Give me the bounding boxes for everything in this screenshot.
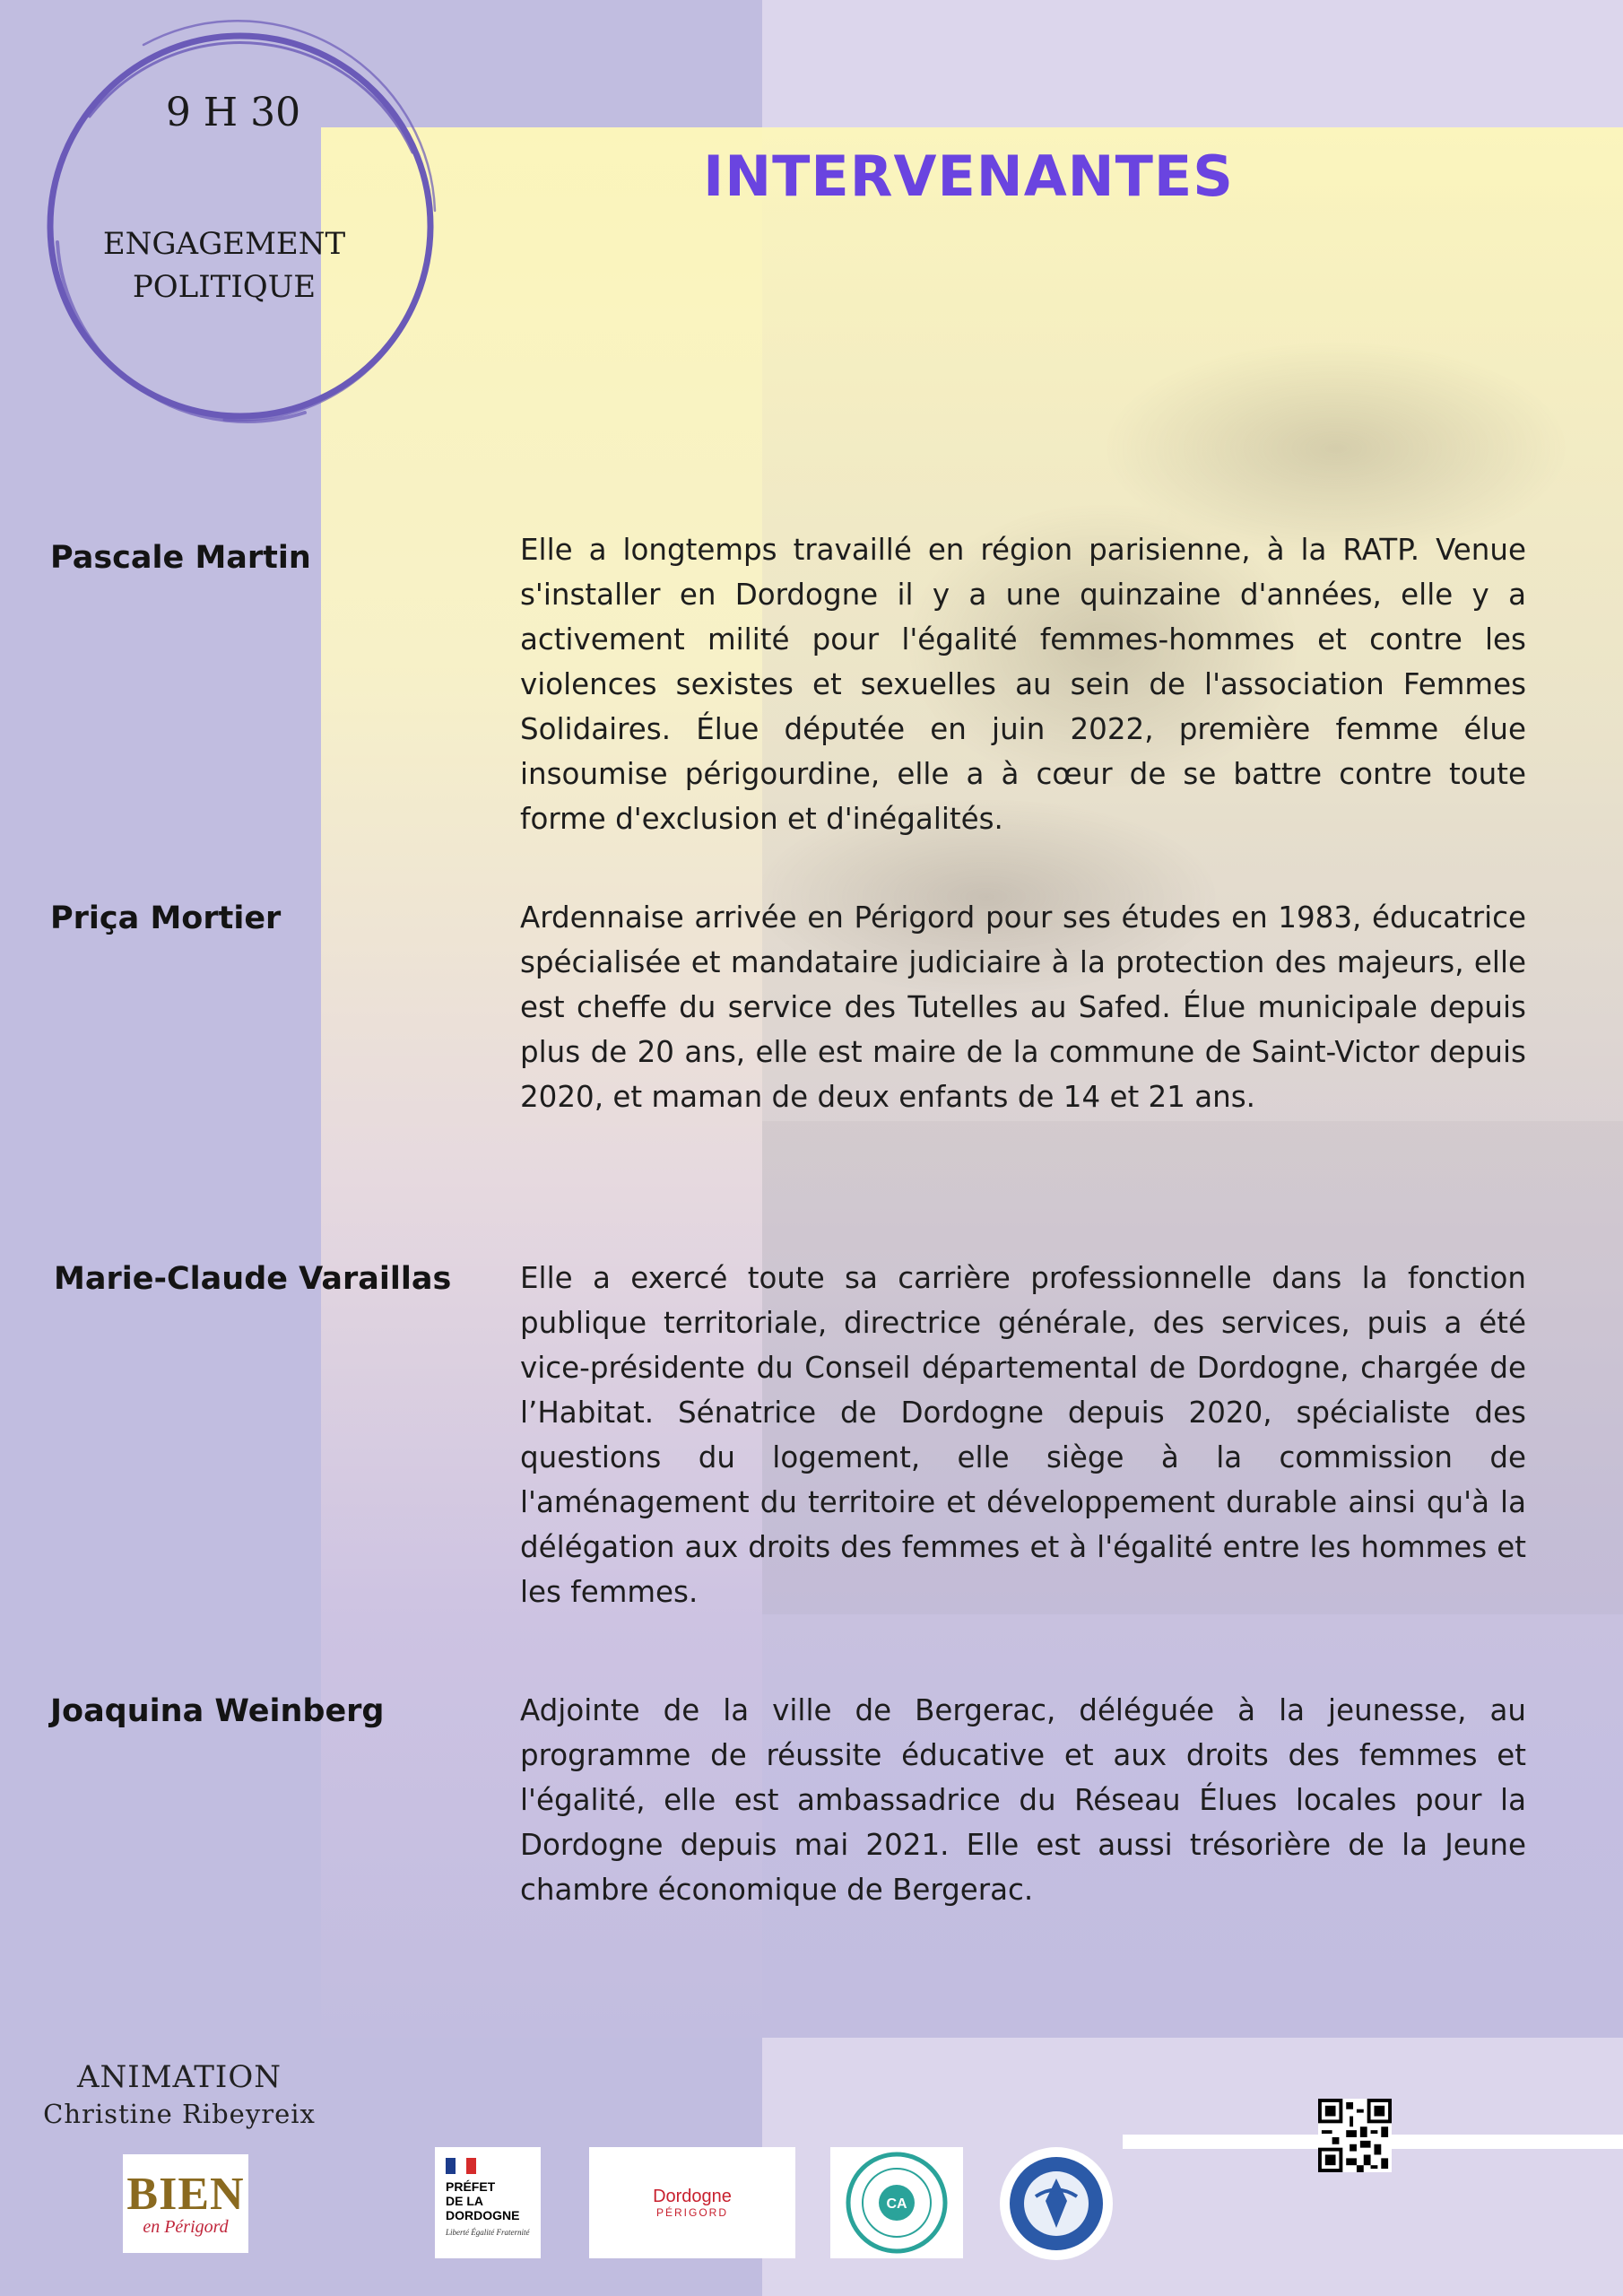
soroptimist-seal-icon bbox=[1000, 2147, 1113, 2260]
session-badge bbox=[36, 18, 457, 430]
speaker-bio: Adjointe de la ville de Bergerac, déléguée à la jeunesse, au programme de réussite éducative et aux droits des femmes et l'égalité, elle est ambassadrice du Réseau Élues locales pour la Dordogne depuis mai 2021. Elle est aussi trésorière de la Jeune chambre économique de Bergerac. bbox=[520, 1693, 1526, 1907]
soroptimist-international-logo bbox=[1000, 2147, 1113, 2260]
qr-code-icon[interactable] bbox=[1318, 2099, 1392, 2172]
session-title: ENGAGEMENT POLITIQUE bbox=[102, 226, 346, 305]
speaker-bio: Ardennaise arrivée en Périgord pour ses études en 1983, éducatrice spécialisée et mandataire judiciaire à la protection des majeurs, elle est cheffe du service des Tutelles au Safed. Élue municipale depuis plus de 20 ans, elle est maire de la commune de Saint-Victor depuis 2020, et maman de deux enfants de 14 et 21 ans. bbox=[520, 900, 1526, 1114]
credit-agricole-logo bbox=[830, 2147, 963, 2258]
speaker-name: Priça Mortier bbox=[50, 900, 282, 936]
bien-en-perigord-logo: BIEN en Périgord bbox=[123, 2154, 248, 2253]
speaker-name: Pascale Martin bbox=[50, 540, 311, 576]
speaker-bio: Elle a exercé toute sa carrière professionnelle dans la fonction publique territoriale, directrice générale, des services, puis a été vice-présidente du Conseil départemental de Dordogne, chargée de l’Habitat. Sénatrice de Dordogne depuis 2020, spécialiste des questions du logement, elle siège à la commission de l'aménagement du territoire et développement durable ainsi qu'à la délégation aux droits des femmes et à l'égalité entre les hommes et les femmes. bbox=[520, 1261, 1526, 1609]
bank-seal-icon bbox=[843, 2149, 950, 2257]
dordogne-perigord-logo: Dordogne PÉRIGORD bbox=[589, 2147, 795, 2258]
animation-name: Christine Ribeyreix bbox=[43, 2099, 316, 2129]
speaker-name: Marie-Claude Varaillas bbox=[54, 1261, 452, 1297]
speaker-name: Joaquina Weinberg bbox=[50, 1693, 385, 1729]
page-title: INTERVENANTES bbox=[703, 144, 1234, 209]
french-flag-icon bbox=[446, 2158, 476, 2174]
animation-label: ANIMATION bbox=[77, 2059, 282, 2095]
speaker-bio: Elle a longtemps travaillé en région parisienne, à la RATP. Venue s'installer en Dordogne il y a une quinzaine d'années, elle y a activement milité pour l'égalité femmes-hommes et contre les violences sexistes et sexuelles au sein de l'association Femmes Solidaires. Élue députée en juin 2022, première femme élue insoumise périgourdine, elle a à cœur de se battre contre toute forme d'exclusion et d'inégalités. bbox=[520, 533, 1526, 836]
session-time: 9 H 30 bbox=[165, 90, 301, 135]
prefet-dordogne-logo: PRÉFET DE LA DORDOGNE Liberté Égalité Fraternité bbox=[435, 2147, 541, 2258]
svg-text:CA: CA bbox=[886, 2196, 907, 2212]
